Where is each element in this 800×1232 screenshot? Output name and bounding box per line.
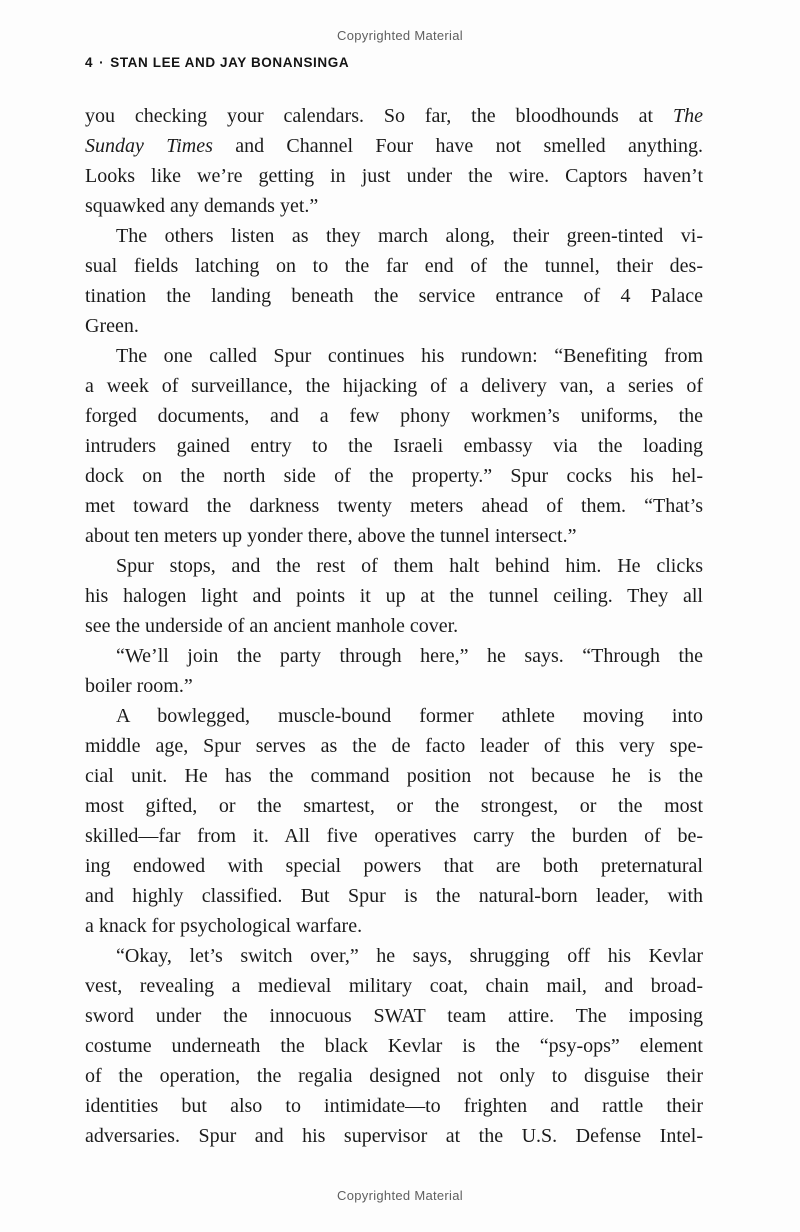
text-line: sual fields latching on to the far end of the tunnel, their des- <box>85 255 703 277</box>
text-line: “Okay, let’s switch over,” he says, shrugging off his Kevlar <box>116 945 703 967</box>
text-line: Spur stops, and the rest of them halt behind him. He clicks <box>116 555 703 577</box>
text-line: most gifted, or the smartest, or the strongest, or the most <box>85 795 703 817</box>
text-line: and highly classified. But Spur is the natural-born leader, with <box>85 885 703 907</box>
text-line: identities but also to intimidate—to frighten and rattle their <box>85 1095 703 1117</box>
text-line: adversaries. Spur and his supervisor at the U.S. Defense Intel- <box>85 1125 703 1147</box>
text-line: intruders gained entry to the Israeli embassy via the loading <box>85 435 703 457</box>
paragraph <box>85 701 703 941</box>
text-line: met toward the darkness twenty meters ahead of them. “That’s <box>85 495 703 517</box>
text-line: sword under the innocuous SWAT team attire. The imposing <box>85 1005 703 1027</box>
running-title: STAN LEE AND JAY BONANSINGA <box>110 55 350 70</box>
text-line: Sunday Times and Channel Four have not smelled anything. <box>85 135 703 157</box>
paragraph <box>85 221 703 341</box>
text-line: A bowlegged, muscle-bound former athlete moving into <box>116 705 703 727</box>
text-line: his halogen light and points it up at the tunnel ceiling. They all <box>85 585 703 607</box>
text-line: boiler room.” <box>85 675 193 697</box>
paragraph <box>85 941 703 1151</box>
text-line: middle age, Spur serves as the de facto leader of this very spe- <box>85 735 703 757</box>
copyright-notice-bottom: Copyrighted Material <box>337 1188 463 1203</box>
text-line: of the operation, the regalia designed not only to disguise their <box>85 1065 703 1087</box>
paragraph <box>85 101 703 221</box>
text-line: The others listen as they march along, their green-tinted vi- <box>116 225 703 247</box>
text-line: you checking your calendars. So far, the bloodhounds at The <box>85 105 703 127</box>
copyright-notice-top: Copyrighted Material <box>337 28 463 43</box>
text-line: forged documents, and a few phony workmen’s uniforms, the <box>85 405 703 427</box>
text-line: squawked any demands yet.” <box>85 195 319 217</box>
text-line: costume underneath the black Kevlar is the “psy-ops” element <box>85 1035 703 1057</box>
text-line: skilled—far from it. All five operatives carry the burden of be- <box>85 825 703 847</box>
text-line: about ten meters up yonder there, above the tunnel intersect.” <box>85 525 577 547</box>
paragraph <box>85 641 703 701</box>
text-line: Looks like we’re getting in just under the wire. Captors haven’t <box>85 165 703 187</box>
text-line: dock on the north side of the property.” Spur cocks his hel- <box>85 465 703 487</box>
text-line: see the underside of an ancient manhole cover. <box>85 615 459 637</box>
text-line: a week of surveillance, the hijacking of a delivery van, a series of <box>85 375 703 397</box>
text-line: Green. <box>85 315 139 337</box>
text-line: The one called Spur continues his rundown: “Benefiting from <box>116 345 703 367</box>
header-separator: · <box>99 55 105 70</box>
text-line: ing endowed with special powers that are both preternatural <box>85 855 703 877</box>
text-line: vest, revealing a medieval military coat, chain mail, and broad- <box>85 975 703 997</box>
page-number: 4 <box>85 55 94 70</box>
paragraph <box>85 341 703 551</box>
paragraph <box>85 551 703 641</box>
text-line: “We’ll join the party through here,” he says. “Through the <box>116 645 703 667</box>
text-line: cial unit. He has the command position not because he is the <box>85 765 703 787</box>
text-line: a knack for psychological warfare. <box>85 915 363 937</box>
body-text <box>85 101 703 1151</box>
text-line: tination the landing beneath the service entrance of 4 Palace <box>85 285 703 307</box>
running-header <box>85 55 349 70</box>
